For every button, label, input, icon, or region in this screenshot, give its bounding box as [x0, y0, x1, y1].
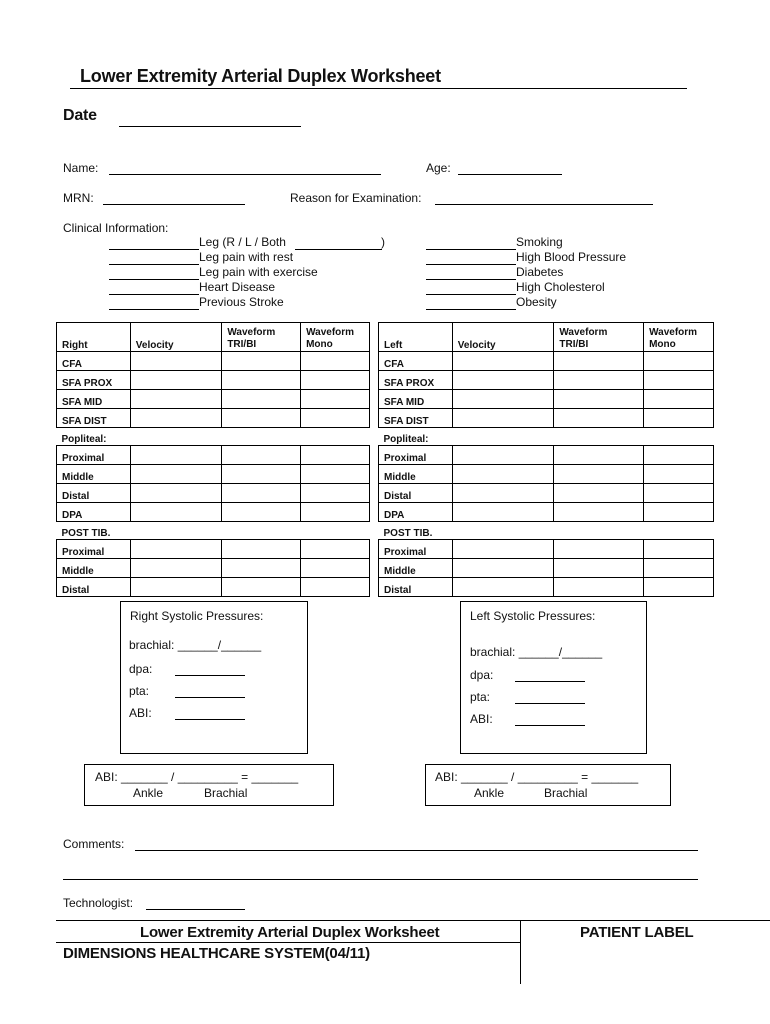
- left-pta-field[interactable]: [515, 703, 585, 704]
- cell[interactable]: [452, 352, 554, 371]
- clinical-item: Obesity: [516, 295, 557, 309]
- row-label: SFA DIST: [57, 409, 131, 428]
- clinical-item: Leg (R / L / Both: [199, 235, 286, 249]
- header-waveform-tribi: Waveform TRI/BI: [222, 323, 301, 352]
- cell[interactable]: [452, 409, 554, 428]
- left-leg-table: [378, 322, 714, 597]
- cell[interactable]: [452, 371, 554, 390]
- cell[interactable]: [644, 559, 714, 578]
- right-abi-field[interactable]: [175, 719, 245, 720]
- cell[interactable]: [644, 578, 714, 597]
- clinical-item: Leg pain with exercise: [199, 265, 318, 279]
- row-label: Distal: [57, 484, 131, 503]
- row-label: Proximal: [57, 446, 131, 465]
- name-label: Name:: [63, 161, 99, 175]
- cell[interactable]: [644, 352, 714, 371]
- right-abi-formula-box: [84, 764, 334, 806]
- row-label: SFA MID: [57, 390, 131, 409]
- age-label: Age:: [426, 161, 451, 175]
- row-label: Distal: [57, 578, 131, 597]
- header-velocity: Velocity: [130, 323, 222, 352]
- cell[interactable]: [130, 540, 222, 559]
- row-label: DPA: [379, 503, 453, 522]
- row-label: Proximal: [57, 540, 131, 559]
- section-label: POST TIB.: [57, 522, 370, 540]
- left-abi-formula-box: [425, 764, 671, 806]
- header-velocity: Velocity: [452, 323, 554, 352]
- technologist-label: Technologist:: [63, 896, 134, 910]
- cell[interactable]: [301, 465, 370, 484]
- footer-title-rule: [56, 942, 520, 943]
- cell[interactable]: [554, 540, 644, 559]
- row-label: SFA PROX: [57, 371, 131, 390]
- cell[interactable]: [222, 390, 301, 409]
- header-waveform-mono: Waveform Mono: [644, 323, 714, 352]
- check-line[interactable]: [426, 294, 516, 295]
- cell[interactable]: [644, 409, 714, 428]
- cell[interactable]: [452, 559, 554, 578]
- check-line[interactable]: [109, 294, 199, 295]
- abi-formula-line[interactable]: ABI: _______ / _________ = _______: [95, 770, 299, 784]
- cell[interactable]: [554, 465, 644, 484]
- row-label: Middle: [57, 559, 131, 578]
- comments-label: Comments:: [63, 837, 125, 851]
- reason-label: Reason for Examination:: [290, 191, 422, 205]
- header-waveform-tribi: Waveform TRI/BI: [554, 323, 644, 352]
- cell[interactable]: [130, 446, 222, 465]
- cell[interactable]: [452, 503, 554, 522]
- left-pta-label: pta:: [470, 690, 491, 704]
- right-brachial[interactable]: brachial: ______/______: [129, 638, 262, 652]
- cell[interactable]: [301, 409, 370, 428]
- date-label: Date: [63, 107, 97, 124]
- right-dpa-field[interactable]: [175, 675, 245, 676]
- footer-rule: [56, 920, 770, 921]
- check-line[interactable]: [109, 279, 199, 280]
- cell[interactable]: [554, 371, 644, 390]
- cell[interactable]: [130, 371, 222, 390]
- ankle-label: Ankle: [133, 786, 164, 800]
- right-dpa-label: dpa:: [129, 662, 153, 676]
- check-line[interactable]: [426, 309, 516, 310]
- clinical-item: High Blood Pressure: [516, 250, 627, 264]
- cell[interactable]: [130, 503, 222, 522]
- clinical-item: Leg pain with rest: [199, 250, 294, 264]
- row-label: Distal: [379, 578, 453, 597]
- cell[interactable]: [222, 559, 301, 578]
- cell[interactable]: [452, 390, 554, 409]
- row-label: Middle: [379, 559, 453, 578]
- cell[interactable]: [452, 484, 554, 503]
- cell[interactable]: [130, 559, 222, 578]
- cell[interactable]: [452, 465, 554, 484]
- check-line[interactable]: [426, 279, 516, 280]
- cell[interactable]: [644, 390, 714, 409]
- paren: ): [381, 235, 385, 249]
- header-right: Right: [57, 323, 131, 352]
- clinical-item: High Cholesterol: [516, 280, 605, 294]
- ankle-label: Ankle: [474, 786, 505, 800]
- section-label: Popliteal:: [379, 428, 714, 446]
- page-title: Lower Extremity Arterial Duplex Worksheet: [80, 66, 441, 86]
- cell[interactable]: [130, 578, 222, 597]
- cell[interactable]: [222, 578, 301, 597]
- name-field[interactable]: [109, 174, 381, 175]
- clinical-item: Previous Stroke: [199, 295, 284, 309]
- mrn-label: MRN:: [63, 191, 94, 205]
- cell[interactable]: [130, 352, 222, 371]
- left-dpa-label: dpa:: [470, 668, 494, 682]
- brachial-label: Brachial: [204, 786, 248, 800]
- footer-org: DIMENSIONS HEALTHCARE SYSTEM(04/11): [63, 945, 370, 962]
- technologist-field[interactable]: [146, 909, 245, 910]
- cell[interactable]: [554, 503, 644, 522]
- cell[interactable]: [222, 503, 301, 522]
- clinical-item: Smoking: [516, 235, 563, 249]
- reason-field[interactable]: [435, 204, 653, 205]
- cell[interactable]: [644, 465, 714, 484]
- check-line[interactable]: [109, 264, 199, 265]
- cell[interactable]: [222, 465, 301, 484]
- brachial-label: Brachial: [544, 786, 588, 800]
- cell[interactable]: [554, 446, 644, 465]
- check-line[interactable]: [426, 264, 516, 265]
- cell[interactable]: [130, 409, 222, 428]
- section-label: Popliteal:: [57, 428, 370, 446]
- right-systolic-box: [120, 601, 308, 754]
- patient-label: PATIENT LABEL: [580, 924, 694, 941]
- comments-field[interactable]: [135, 850, 698, 851]
- cell[interactable]: [554, 409, 644, 428]
- cell[interactable]: [222, 371, 301, 390]
- footer-divider: [520, 921, 521, 984]
- row-label: SFA DIST: [379, 409, 453, 428]
- cell[interactable]: [644, 540, 714, 559]
- check-line[interactable]: [426, 249, 516, 250]
- right-abi-label: ABI:: [129, 706, 152, 720]
- row-label: CFA: [57, 352, 131, 371]
- left-systolic-heading: Left Systolic Pressures:: [470, 609, 596, 623]
- row-label: Distal: [379, 484, 453, 503]
- row-label: Proximal: [379, 540, 453, 559]
- cell[interactable]: [222, 484, 301, 503]
- row-label: SFA PROX: [379, 371, 453, 390]
- check-line[interactable]: [109, 309, 199, 310]
- footer-title: Lower Extremity Arterial Duplex Worksheet: [140, 924, 440, 941]
- cell[interactable]: [130, 484, 222, 503]
- cell[interactable]: [301, 371, 370, 390]
- clinical-info-label: Clinical Information:: [63, 221, 169, 235]
- left-abi-label: ABI:: [470, 712, 493, 726]
- cell[interactable]: [554, 578, 644, 597]
- row-label: DPA: [57, 503, 131, 522]
- right-leg-table: [56, 322, 370, 597]
- row-label: SFA MID: [379, 390, 453, 409]
- age-field[interactable]: [458, 174, 562, 175]
- comments-field-2[interactable]: [63, 879, 698, 880]
- date-field[interactable]: [119, 126, 301, 127]
- cell[interactable]: [222, 409, 301, 428]
- left-brachial[interactable]: brachial: ______/______: [470, 645, 603, 659]
- header-waveform-mono: Waveform Mono: [301, 323, 370, 352]
- left-systolic-box: [460, 601, 647, 754]
- row-label: Proximal: [379, 446, 453, 465]
- cell[interactable]: [222, 446, 301, 465]
- cell[interactable]: [301, 503, 370, 522]
- cell[interactable]: [554, 484, 644, 503]
- cell[interactable]: [644, 484, 714, 503]
- left-abi-field[interactable]: [515, 725, 585, 726]
- right-systolic-heading: Right Systolic Pressures:: [130, 609, 264, 623]
- clinical-item: Heart Disease: [199, 280, 276, 294]
- mrn-field[interactable]: [103, 204, 245, 205]
- cell[interactable]: [644, 503, 714, 522]
- cell[interactable]: [644, 446, 714, 465]
- cell[interactable]: [301, 352, 370, 371]
- title-underline: [70, 88, 687, 89]
- cell[interactable]: [301, 446, 370, 465]
- right-pta-label: pta:: [129, 684, 150, 698]
- abi-formula-line[interactable]: ABI: _______ / _________ = _______: [435, 770, 639, 784]
- cell[interactable]: [222, 352, 301, 371]
- section-label: POST TIB.: [379, 522, 714, 540]
- cell[interactable]: [644, 371, 714, 390]
- cell[interactable]: [301, 540, 370, 559]
- cell[interactable]: [130, 465, 222, 484]
- clinical-item: Diabetes: [516, 265, 564, 279]
- left-dpa-field[interactable]: [515, 681, 585, 682]
- cell[interactable]: [452, 540, 554, 559]
- cell[interactable]: [554, 559, 644, 578]
- row-label: Middle: [57, 465, 131, 484]
- header-left: Left: [379, 323, 453, 352]
- row-label: Middle: [379, 465, 453, 484]
- row-label: CFA: [379, 352, 453, 371]
- cell[interactable]: [222, 540, 301, 559]
- cell[interactable]: [301, 559, 370, 578]
- cell[interactable]: [452, 446, 554, 465]
- side-line[interactable]: [295, 249, 382, 250]
- cell[interactable]: [301, 578, 370, 597]
- cell[interactable]: [452, 578, 554, 597]
- cell[interactable]: [301, 484, 370, 503]
- cell[interactable]: [130, 390, 222, 409]
- cell[interactable]: [301, 390, 370, 409]
- right-pta-field[interactable]: [175, 697, 245, 698]
- check-line[interactable]: [109, 249, 199, 250]
- cell[interactable]: [554, 352, 644, 371]
- cell[interactable]: [554, 390, 644, 409]
